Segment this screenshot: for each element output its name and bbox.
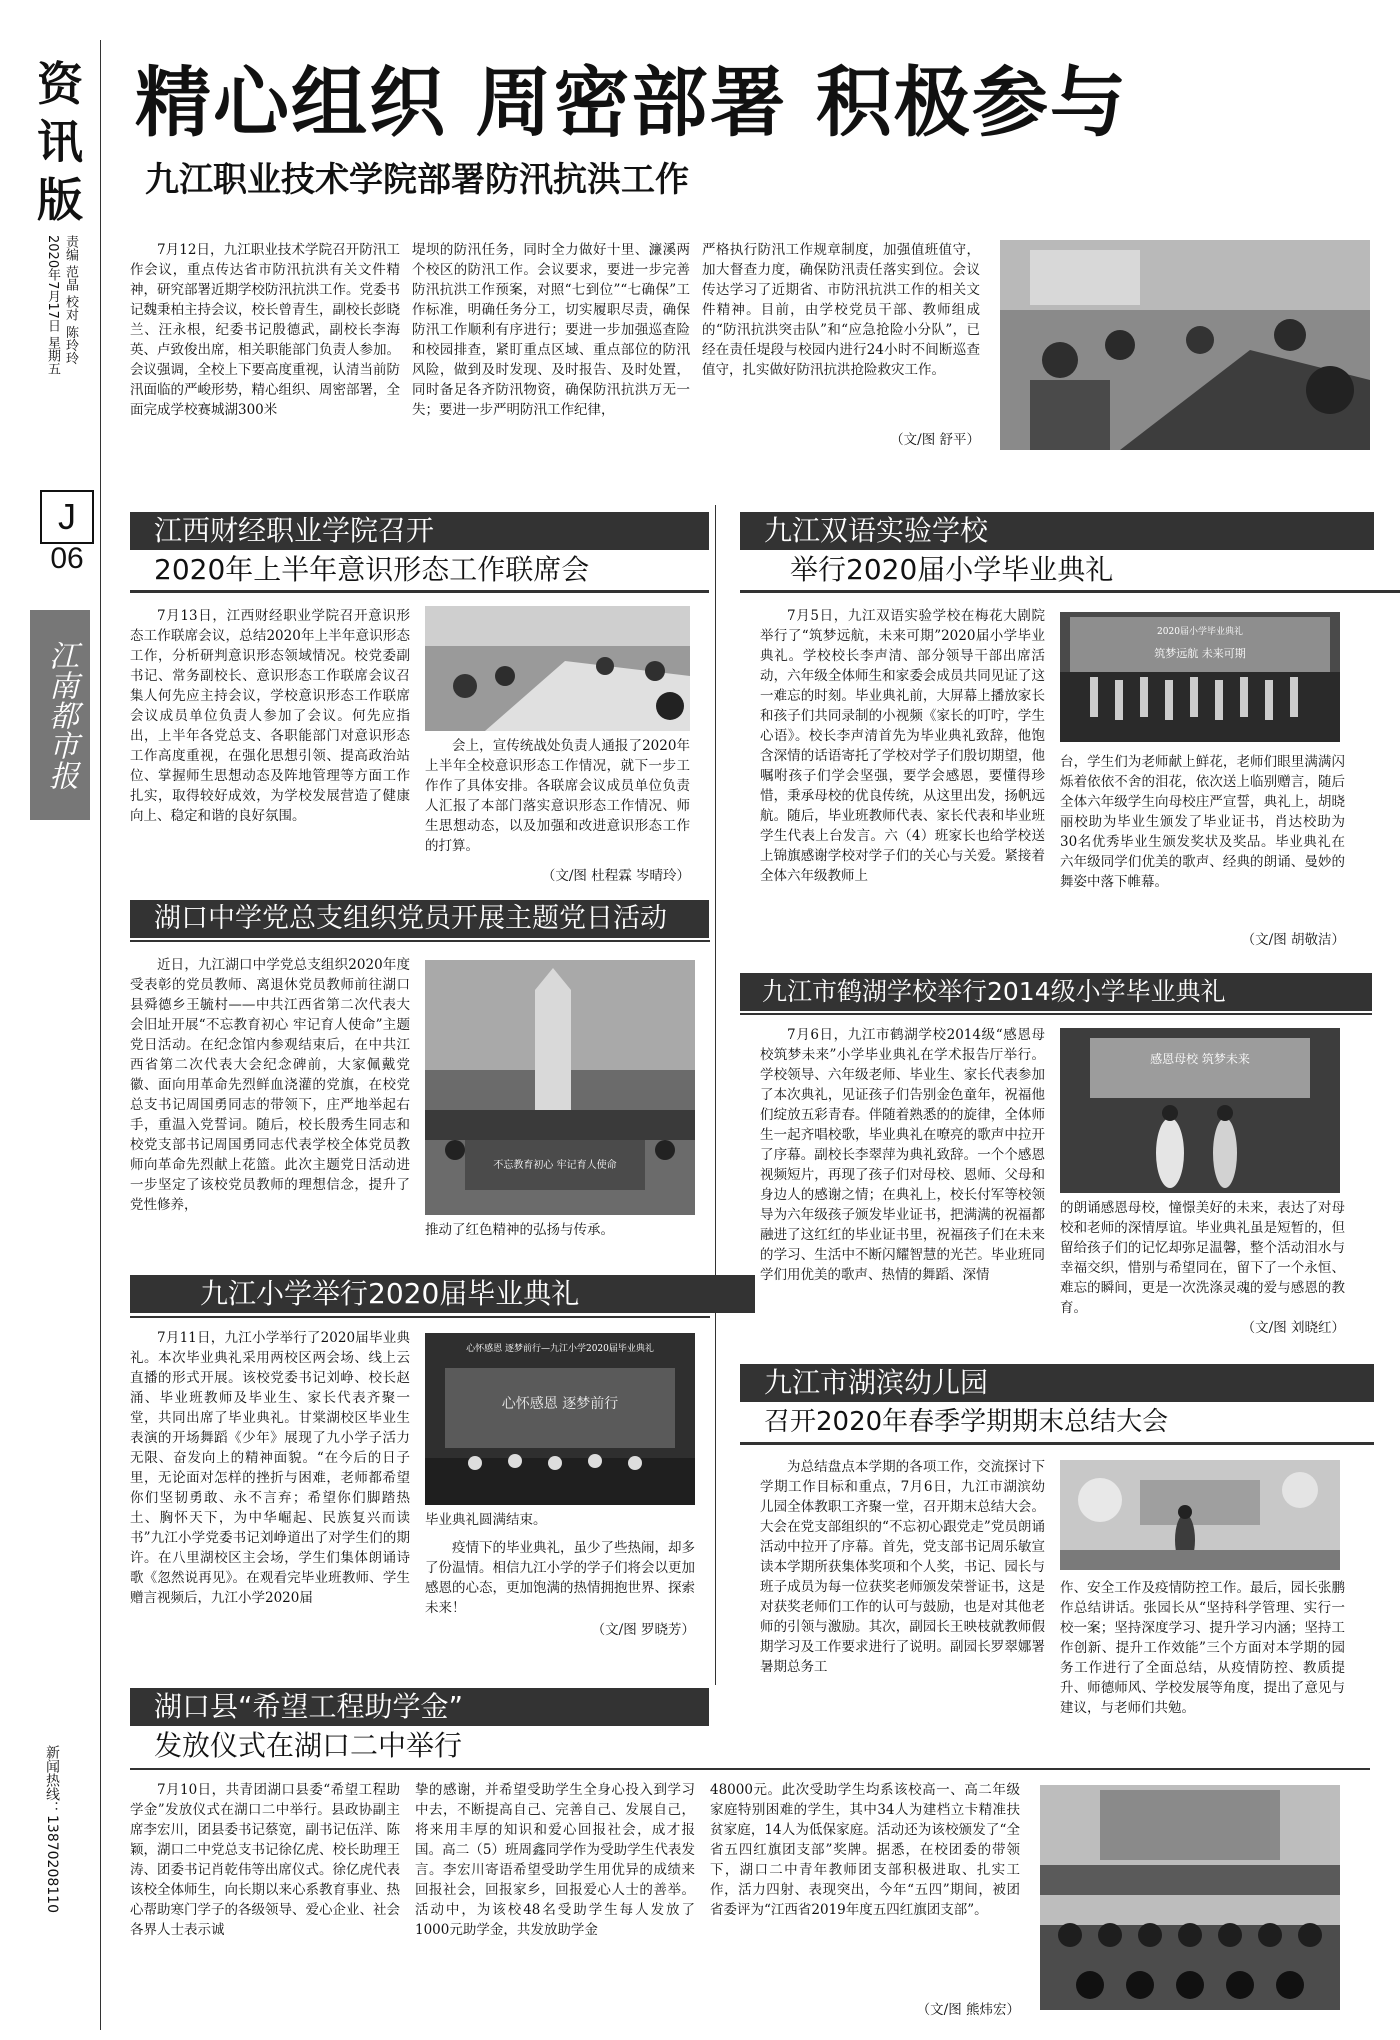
lead-col-3: 严格执行防汛工作规章制度，加强值班值守，加大督查力度，确保防汛责任落实到位。会议传达学习了近期省、市防汛抗洪工作的相关文件精神。目前，由学校党员干部、教师组成的“防汛抗洪突击队”和“应急抢险小分队”，已经在责任堤段与校园内进行24小时不间断巡查值守，扎实做好防汛抗洪抢险救灾工作。 bbox=[702, 242, 980, 378]
article-7-title: 湖口县“希望工程助学金” bbox=[130, 1688, 709, 1726]
article-4-body-right: 台，学生们为老师献上鲜花，老师们眼里满满闪烁着依依不舍的泪花，依次送上临别赠言，随后全体六年级学生向母校庄严宣誓，典礼上，胡晓丽校助为毕业生颁发了毕业证书，肖达校助为30名优秀毕业生颁发奖状及奖品。毕业典礼在六年级同学们优美的歌声、经典的朗诵、曼妙的舞姿中落下帷幕。 bbox=[1060, 754, 1345, 890]
article-7-col-3: 48000元。此次受助学生均系该校高一、高二年级家庭特别困难的学生，其中34人为建档立卡精准扶贫家庭，14人为低保家庭。活动还为该校颁发了“全省五四红旗团支部”奖牌。据悉，在校团委的带领下，湖口二中青年教师团支部积极进取、扎实工作，活力四射、表现突出，今年“五四”期间，被团省委评为“江西省2019年度五四红旗团支部”。 bbox=[710, 1782, 1020, 1918]
article-2-rule bbox=[130, 940, 710, 942]
news-hotline: 新闻热线：13870208110 bbox=[44, 1745, 60, 1913]
article-5-body-left: 7月6日，九江市鹤湖学校2014级“感恩母校筑梦未来”小学毕业典礼在学术报告厅举行。学校领导、六年级老师、毕业生、家长代表参加了本次典礼，见证孩子们告别金色童年，祝福他们绽放五彩青春。伴随着熟悉的的旋律，全体师生一起齐唱校歌，毕业典礼在嘹亮的歌声中拉开了序幕。副校长李翠萍为典礼致辞。一个个感恩视频短片，再现了孩子们对母校、恩师、父母和身边人的感谢之情；在典礼上，校长付军等校领导为六年级孩子颁发毕业证书，把满满的祝福都融进了这红红的毕业证书里，祝福孩子们在未来的学习、生活中不断闪耀智慧的光芒。毕业班同学们用优美的歌声、热情的舞蹈、深情 bbox=[760, 1027, 1045, 1283]
article-3-banner-text: 心怀感恩 逐梦前行—九江小学2020届毕业典礼 bbox=[466, 1344, 654, 1354]
article-1-body-right: 会上，宣传统战处负责人通报了2020年上半年全校意识形态工作情况，就下一步工作作了具体安排。各联席会议成员单位负责人汇报了本部门落实意识形态工作情况、师生思想动态，以及加强和改进意识形态工作的打算。 bbox=[425, 738, 690, 854]
article-6-subtitle: 召开2020年春季学期期末总结大会 bbox=[740, 1402, 1374, 1445]
lead-photo bbox=[1000, 240, 1370, 450]
section-letter: J bbox=[40, 490, 94, 544]
article-7-credit: （文/图 熊炜宏） bbox=[916, 2002, 1020, 2018]
article-5-title: 九江市鹤湖学校举行2014级小学毕业典礼 bbox=[740, 973, 1372, 1011]
article-7-col-2: 挚的感谢，并希望受助学生全身心投入到学习中去，不断提高自己、完善自己、发展自己，将来用丰厚的知识和爱心回报社会，成才报国。高二（5）班周鑫同学作为受助学生代表发言。李宏川寄语希望受助学生用优异的成绩来回报社会，回报家乡，回报爱心人士的善举。活动中，为该校48名受助学生每人发放了1000元助学金，共发放助学金 bbox=[415, 1782, 695, 1938]
lead-col-1: 7月12日，九江职业技术学院召开防汛工作会议，重点传达省市防汛抗洪有关文件精神，研究部署近期学校防汛抗洪工作。党委书记魏秉柏主持会议，校长曾青生，副校长彭晓兰、汪永根，纪委书记殷德武，副校长李海英、卢致俊出席，相关职能部门负责人参加。会议强调，全校上下要高度重视，认清当前防汛面临的严峻形势，精心组织、周密部署，全面完成学校赛城湖300米 bbox=[130, 242, 400, 418]
editor-line: 责编 范晶 校对 陈玲玲 bbox=[63, 235, 78, 365]
article-2-title: 湖口中学党总支组织党员开展主题党日活动 bbox=[130, 900, 709, 938]
article-3-photo bbox=[425, 1333, 695, 1505]
lead-title: 精心组织 周密部署 积极参与 bbox=[135, 58, 1128, 147]
lead-col-2: 堤坝的防汛任务，同时全力做好十里、濂溪两个校区的防汛工作。会议要求，要进一步完善防汛抗洪工作预案，对照“七到位”“七确保”工作标准，明确任务分工，切实履职尽责，确保防汛工作顺利有序进行；要进一步加强巡查险和校园排查，紧盯重点区域、重点部位的防汛风险，做到及时发现、及时报告、及时处置，同时备足各齐防汛物资，确保防汛抗洪万无一失；要进一步严明防汛工作纪律， bbox=[412, 242, 690, 418]
article-6-body-right: 作、安全工作及疫情防控工作。最后，园长张鹏作总结讲话。张园长从“坚持科学管理、实行一校一案；坚持深度学习、提升学习内涵；坚持工作创新、提升工作效能”三个方面对本学期的园务工作进行了全面总结，从疫情防控、教质提升、师德师风、学校发展等角度，提出了意见与建议，与老师们共勉。 bbox=[1060, 1580, 1345, 1716]
article-7-subtitle: 发放仪式在湖口二中举行 bbox=[154, 1729, 463, 1762]
article-5-credit: （文/图 刘晓红） bbox=[1241, 1320, 1345, 1336]
article-2-photo bbox=[425, 960, 695, 1215]
article-3-credit: （文/图 罗晓芳） bbox=[591, 1622, 695, 1638]
page-number: 06 bbox=[50, 542, 84, 575]
newspaper-logo: 江南都市报 bbox=[30, 610, 90, 820]
date-line: 2020年7月17日 星期五 bbox=[45, 235, 60, 376]
article-4-banner-text: 2020届小学毕业典礼 bbox=[1157, 627, 1243, 637]
article-1-photo bbox=[425, 606, 690, 731]
article-6-body-left: 为总结盘点本学期的各项工作，交流探讨下学期工作目标和重点，7月6日，九江市湖滨幼儿园全体教职工齐聚一堂，召开期末总结大会。大会在党支部组织的“不忘初心跟党走”党员朗诵活动中拉开了序幕。首先，党支部书记周乐敏宣读本学期所获集体奖项和个人奖，书记、园长与班子成员为每一位获奖老师颁发荣誉证书，这是对获奖老师们工作的认可与鼓励，也是对其他老师的引领与激励。其次，副园长王映枝就教师假期学习及工作要求进行了说明。副园长罗翠娜署暑期总务工 bbox=[760, 1459, 1045, 1675]
article-1-title: 江西财经职业学院召开 bbox=[130, 512, 709, 550]
article-3-rule bbox=[130, 1316, 710, 1318]
sidebar-divider bbox=[100, 40, 101, 2030]
article-3-title: 九江小学举行2020届毕业典礼 bbox=[130, 1275, 755, 1313]
article-3-body: 7月11日，九江小学举行了2020届毕业典礼。本次毕业典礼采用两校区两会场、线上云直播的形式开展。该校党委书记刘峥、校长赵涌、毕业班教师及毕业生、家长代表齐聚一堂，共同出席了毕业典礼。甘棠湖校区毕业生表演的开场舞蹈《少年》展现了九小学子活力无限、奋发向上的精神面貌。“在今后的日子里，无论面对怎样的挫折与困难，老师都希望你们坚韧勇敢、永不言弃；希望你们脚踏热土、胸怀天下，为中华崛起、民族复兴而读书”九江小学党委书记刘峥道出了对学生们的期许。在八里湖校区主会场，学生们集体朗诵诗歌《忽然说再见》。在观看完毕业班教师、学生赠言视频后，九江小学2020届 bbox=[130, 1330, 410, 1606]
column-divider bbox=[715, 505, 716, 1685]
article-1-credit: （文/图 杜程霖 岑晴玲） bbox=[541, 868, 690, 884]
article-7-photo bbox=[1040, 1785, 1340, 2010]
article-3-body-tail: 疫情下的毕业典礼，虽少了些热闹，却多了份温情。相信九江小学的学子们将会以更加感恩的心态，更加饱满的热情拥抱世界、探索未来！ bbox=[425, 1540, 695, 1616]
article-6-photo bbox=[1060, 1460, 1340, 1570]
article-2-flag-text: 不忘教育初心 牢记育人使命 bbox=[493, 1160, 617, 1171]
lead-credit: （文/图 舒平） bbox=[890, 432, 980, 448]
article-7-rule bbox=[130, 1768, 1370, 1770]
article-7-col-1: 7月10日，共青团湖口县委“希望工程助学金”发放仪式在湖口二中举行。县政协副主席李宏川，团县委书记蔡宽，副书记伍洋、陈颖，湖口二中党总支书记徐亿虎、校长助理王涛、团委书记肖乾伟等出席仪式。徐亿虎代表该校全体师生，向长期以来心系教育事业、热心帮助寒门学子的各级领导、爱心企业、社会各界人士表示诚 bbox=[130, 1782, 400, 1938]
article-4-title: 九江双语实验学校 bbox=[740, 512, 1374, 550]
article-3-caption: 毕业典礼圆满结束。 bbox=[425, 1512, 547, 1528]
article-4-photo bbox=[1060, 612, 1340, 742]
article-5-rule bbox=[740, 1013, 1372, 1015]
article-2-caption: 推动了红色精神的弘扬与传承。 bbox=[425, 1222, 614, 1238]
lead-subtitle: 九江职业技术学院部署防汛抗洪工作 bbox=[145, 160, 689, 200]
article-5-banner-text: 感恩母校 筑梦未来 bbox=[1150, 1052, 1250, 1066]
article-5-body-right: 的朗诵感恩母校，憧憬美好的未来，表达了对母校和老师的深情厚谊。毕业典礼虽是短暂的，但留给孩子们的记忆却弥足温馨，整个活动泪水与幸福交织，惜别与希望同在，留下了一个永恒、难忘的瞬间，更是一次洗涤灵魂的爱与感恩的教育。 bbox=[1060, 1200, 1345, 1316]
article-5-photo bbox=[1060, 1028, 1340, 1193]
article-4-credit: （文/图 胡敬洁） bbox=[1241, 932, 1345, 948]
article-4-slogan-text: 筑梦远航 未来可期 bbox=[1154, 647, 1246, 660]
article-6-title: 九江市湖滨幼儿园 bbox=[740, 1364, 1374, 1402]
article-1-subtitle: 2020年上半年意识形态工作联席会 bbox=[130, 550, 709, 593]
section-title: 资讯版 bbox=[37, 57, 83, 227]
article-1-body-left: 7月13日，江西财经职业学院召开意识形态工作联席会议，总结2020年上半年意识形态工作，分析研判意识形态领域情况。校党委副书记、常务副校长、意识形态工作联席会议召集人何先应主持会议，学校意识形态工作联席会议成员单位负责人参加了会议。何先应指出，上半年各党总支、各职能部门对意识形态工作高度重视，在强化思想引领、提高政治站位、掌握师生思想动态及阵地管理等方面工作扎实，取得较好成效，为学校发展营造了健康向上、稳定和谐的良好氛围。 bbox=[130, 608, 410, 824]
article-2-body: 近日，九江湖口中学党总支组织2020年度受表彰的党员教师、离退休党员教师前往湖口县舜德乡王毓村——中共江西省第二次代表大会旧址开展“不忘教育初心 牢记育人使命”主题党日活动。在纪念馆内参观结束后，在中共江西省第二次代表大会纪念碑前，大家佩戴党徽、面向用革命先烈鲜血浇灌的党旗，在校党总支书记周国勇同志的带领下，庄严地举起右手，重温入党誓词。随后，校长殷秀生同志和校党支部书记周国勇同志代表学校全体党员教师向革命先烈献上花篮。此次主题党日活动进一步坚定了该校党员教师的理想信念，提升了党性修养， bbox=[130, 957, 410, 1213]
article-4-body-left: 7月5日，九江双语实验学校在梅花大剧院举行了“筑梦远航，未来可期”2020届小学毕业典礼。学校校长李声清、部分领导干部出席活动，六年级全体师生和家委会成员共同见证了这一难忘的时刻。毕业典礼前，大屏幕上播放家长和孩子们共同录制的小视频《家长的叮咛，学生心语》。校长李声清首先为毕业典礼致辞，他饱含深情的话语寄托了学校对学子们殷切期望，他嘱咐孩子们学会坚强，要学会感恩，要懂得珍惜，秉承母校的优良传统，从这里出发，扬帆远航。随后，毕业班教师代表、家长代表和毕业班学生代表上台发言。六（4）班家长也给学校送上锦旗感谢学校对学子们的关心与关爱。紧接着全体六年级教师上 bbox=[760, 608, 1045, 884]
article-4-subtitle: 举行2020届小学毕业典礼 bbox=[740, 550, 1400, 593]
article-3-stage-text: 心怀感恩 逐梦前行 bbox=[501, 1396, 619, 1412]
